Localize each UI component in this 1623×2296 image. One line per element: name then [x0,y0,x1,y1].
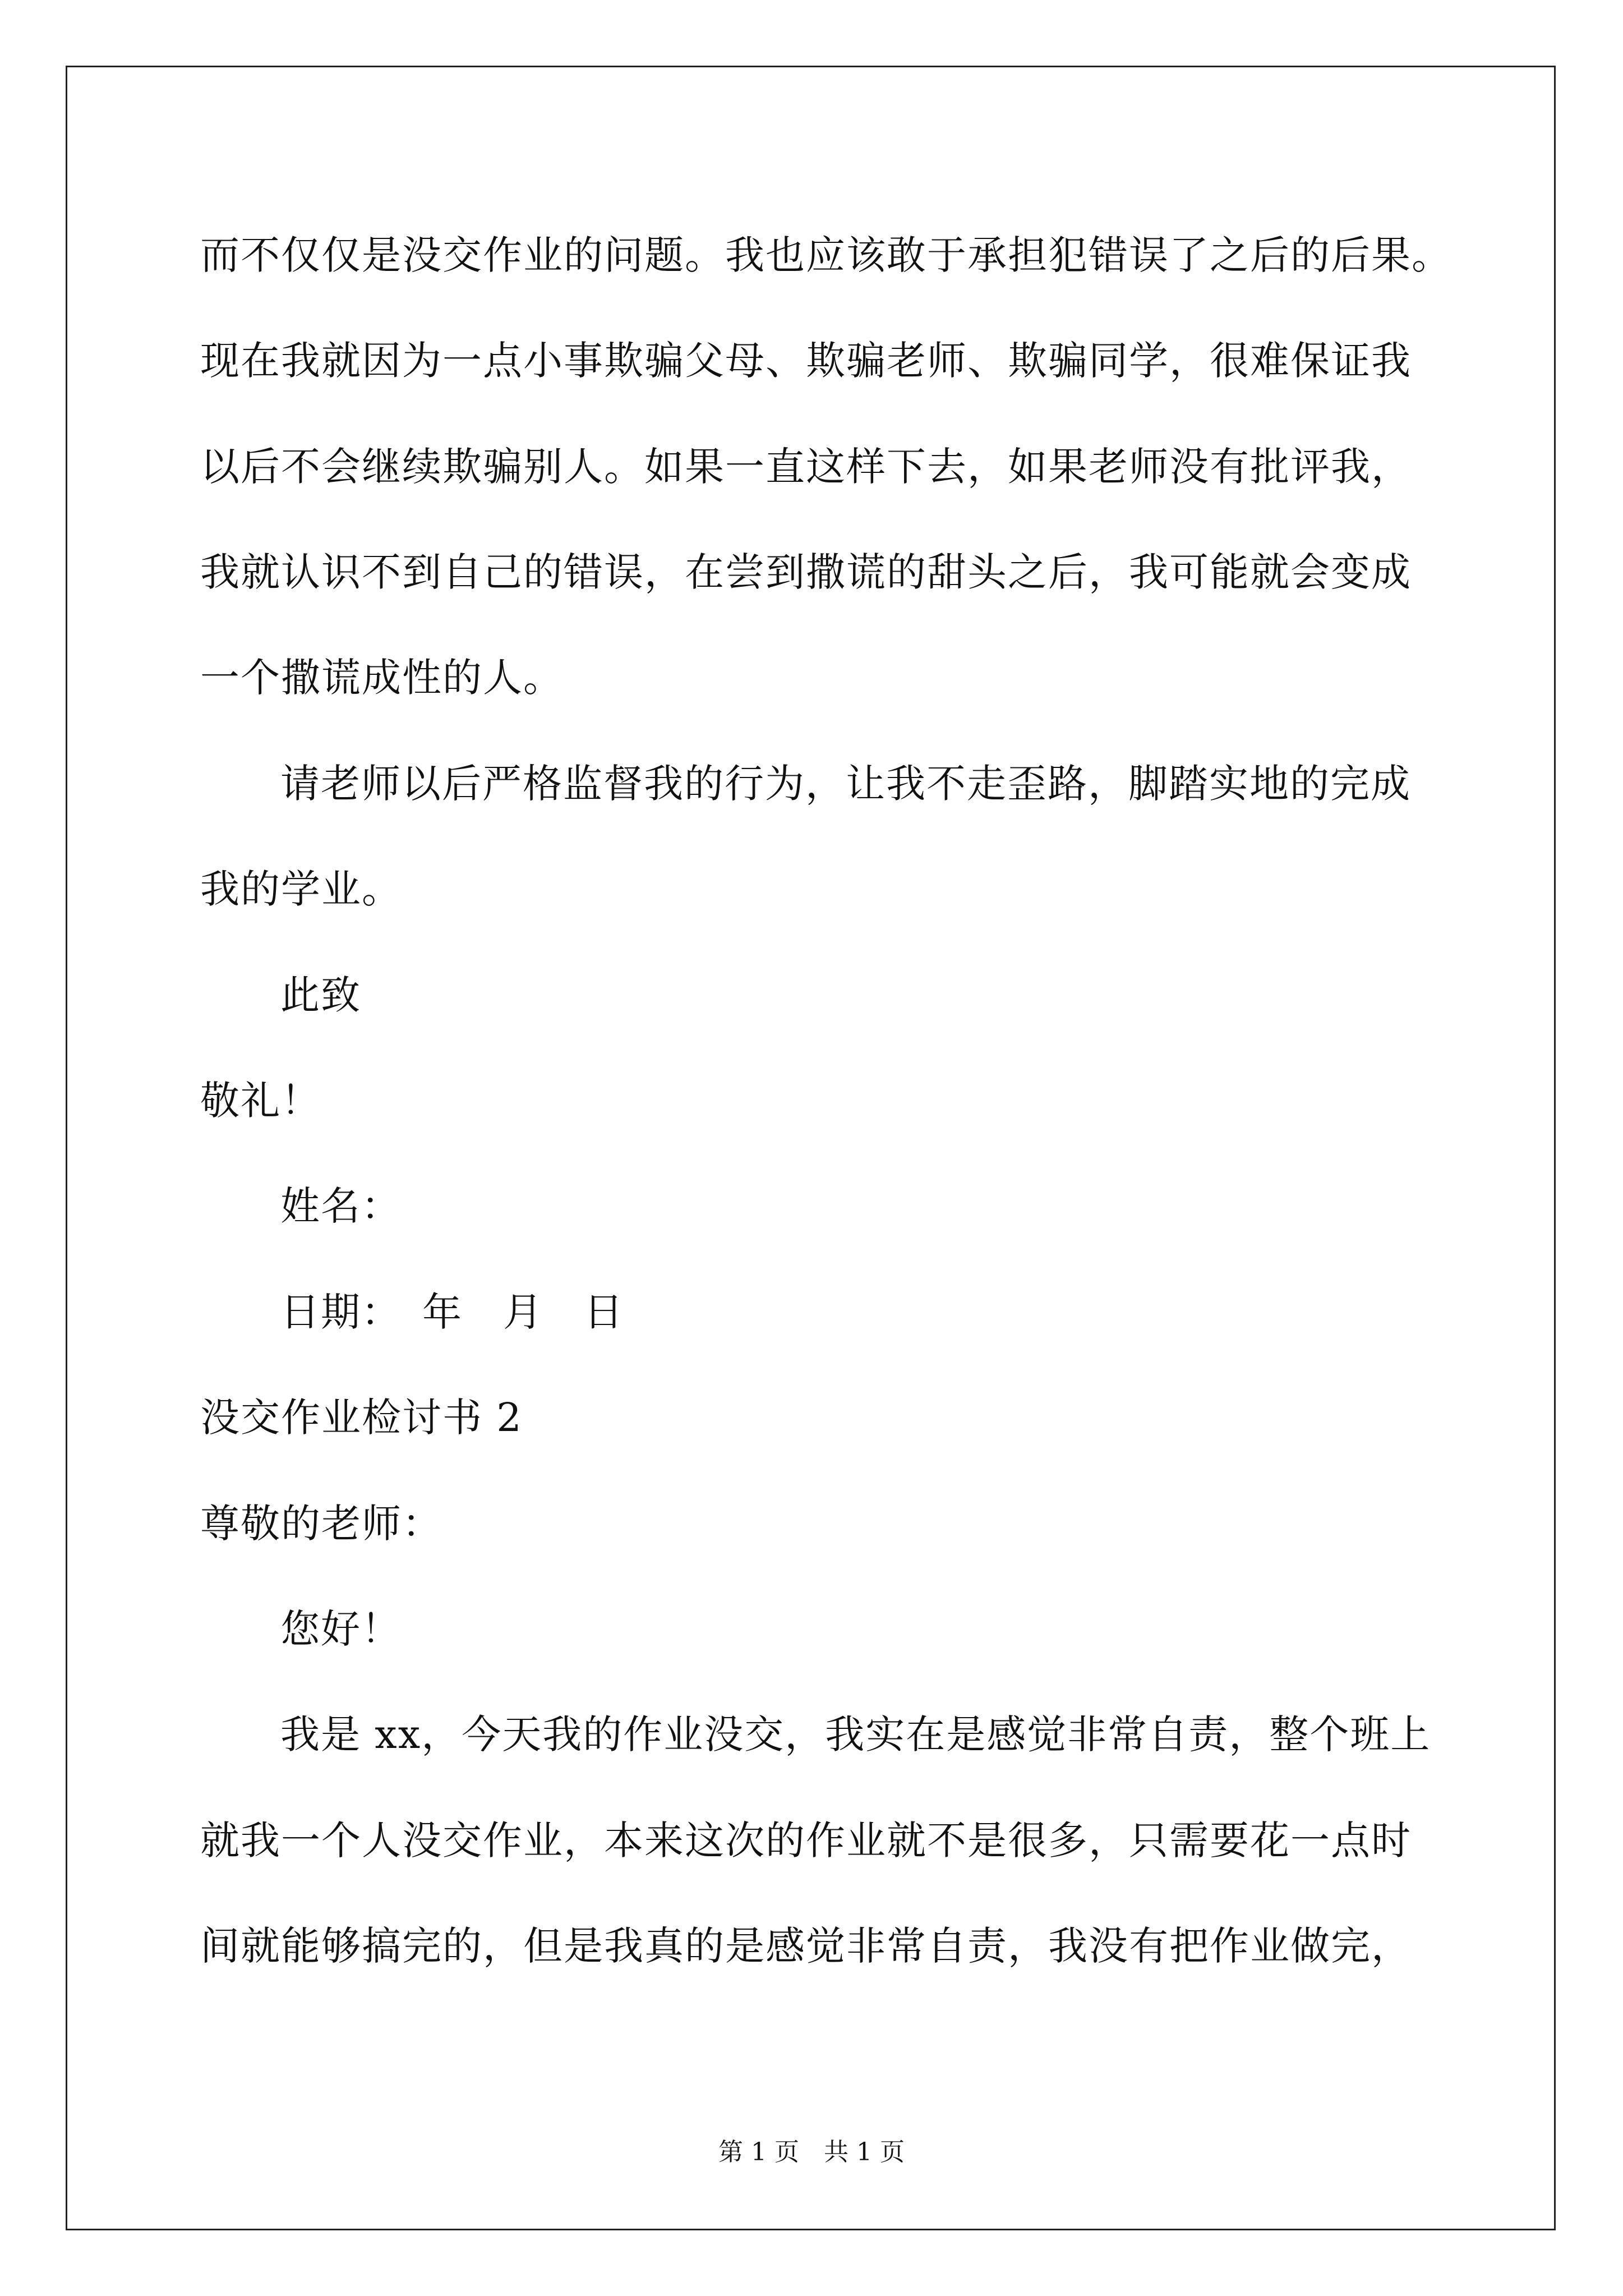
section-title: 没交作业检讨书 2 [200,1395,523,1441]
page-border [66,66,1556,2230]
letter-hello: 您好！ [280,1606,402,1652]
body-line: 我的学业。 [200,866,402,912]
signature-date-line: 日期： 年 月 日 [280,1289,624,1335]
body-line: 我就认识不到自己的错误，在尝到撒谎的甜头之后，我可能就会变成 [200,549,1412,595]
letter-greeting: 尊敬的老师： [200,1501,442,1547]
body-line: 间就能够搞完的，但是我真的是感觉非常自责，我没有把作业做完， [200,1923,1412,1969]
closing-salutation: 此致 [280,972,361,1018]
body-line: 一个撒谎成性的人。 [200,655,564,701]
paragraph-first-line: 我是 xx，今天我的作业没交，我实在是感觉非常自责，整个班上 [280,1711,1431,1757]
body-line: 现在我就因为一点小事欺骗父母、欺骗老师、欺骗同学，很难保证我 [200,338,1412,384]
closing-regards: 敬礼！ [200,1078,321,1124]
page-footer: 第 1 页 共 1 页 [718,2138,905,2166]
signature-name-line: 姓名： [280,1183,402,1229]
paragraph-first-line: 请老师以后严格监督我的行为，让我不走歪路，脚踏实地的完成 [280,761,1411,807]
body-line: 以后不会继续欺骗别人。如果一直这样下去，如果老师没有批评我， [200,444,1412,490]
body-line: 而不仅仅是没交作业的问题。我也应该敢于承担犯错误了之后的后果。 [200,232,1452,278]
body-line: 就我一个人没交作业，本来这次的作业就不是很多，只需要花一点时 [200,1818,1412,1864]
